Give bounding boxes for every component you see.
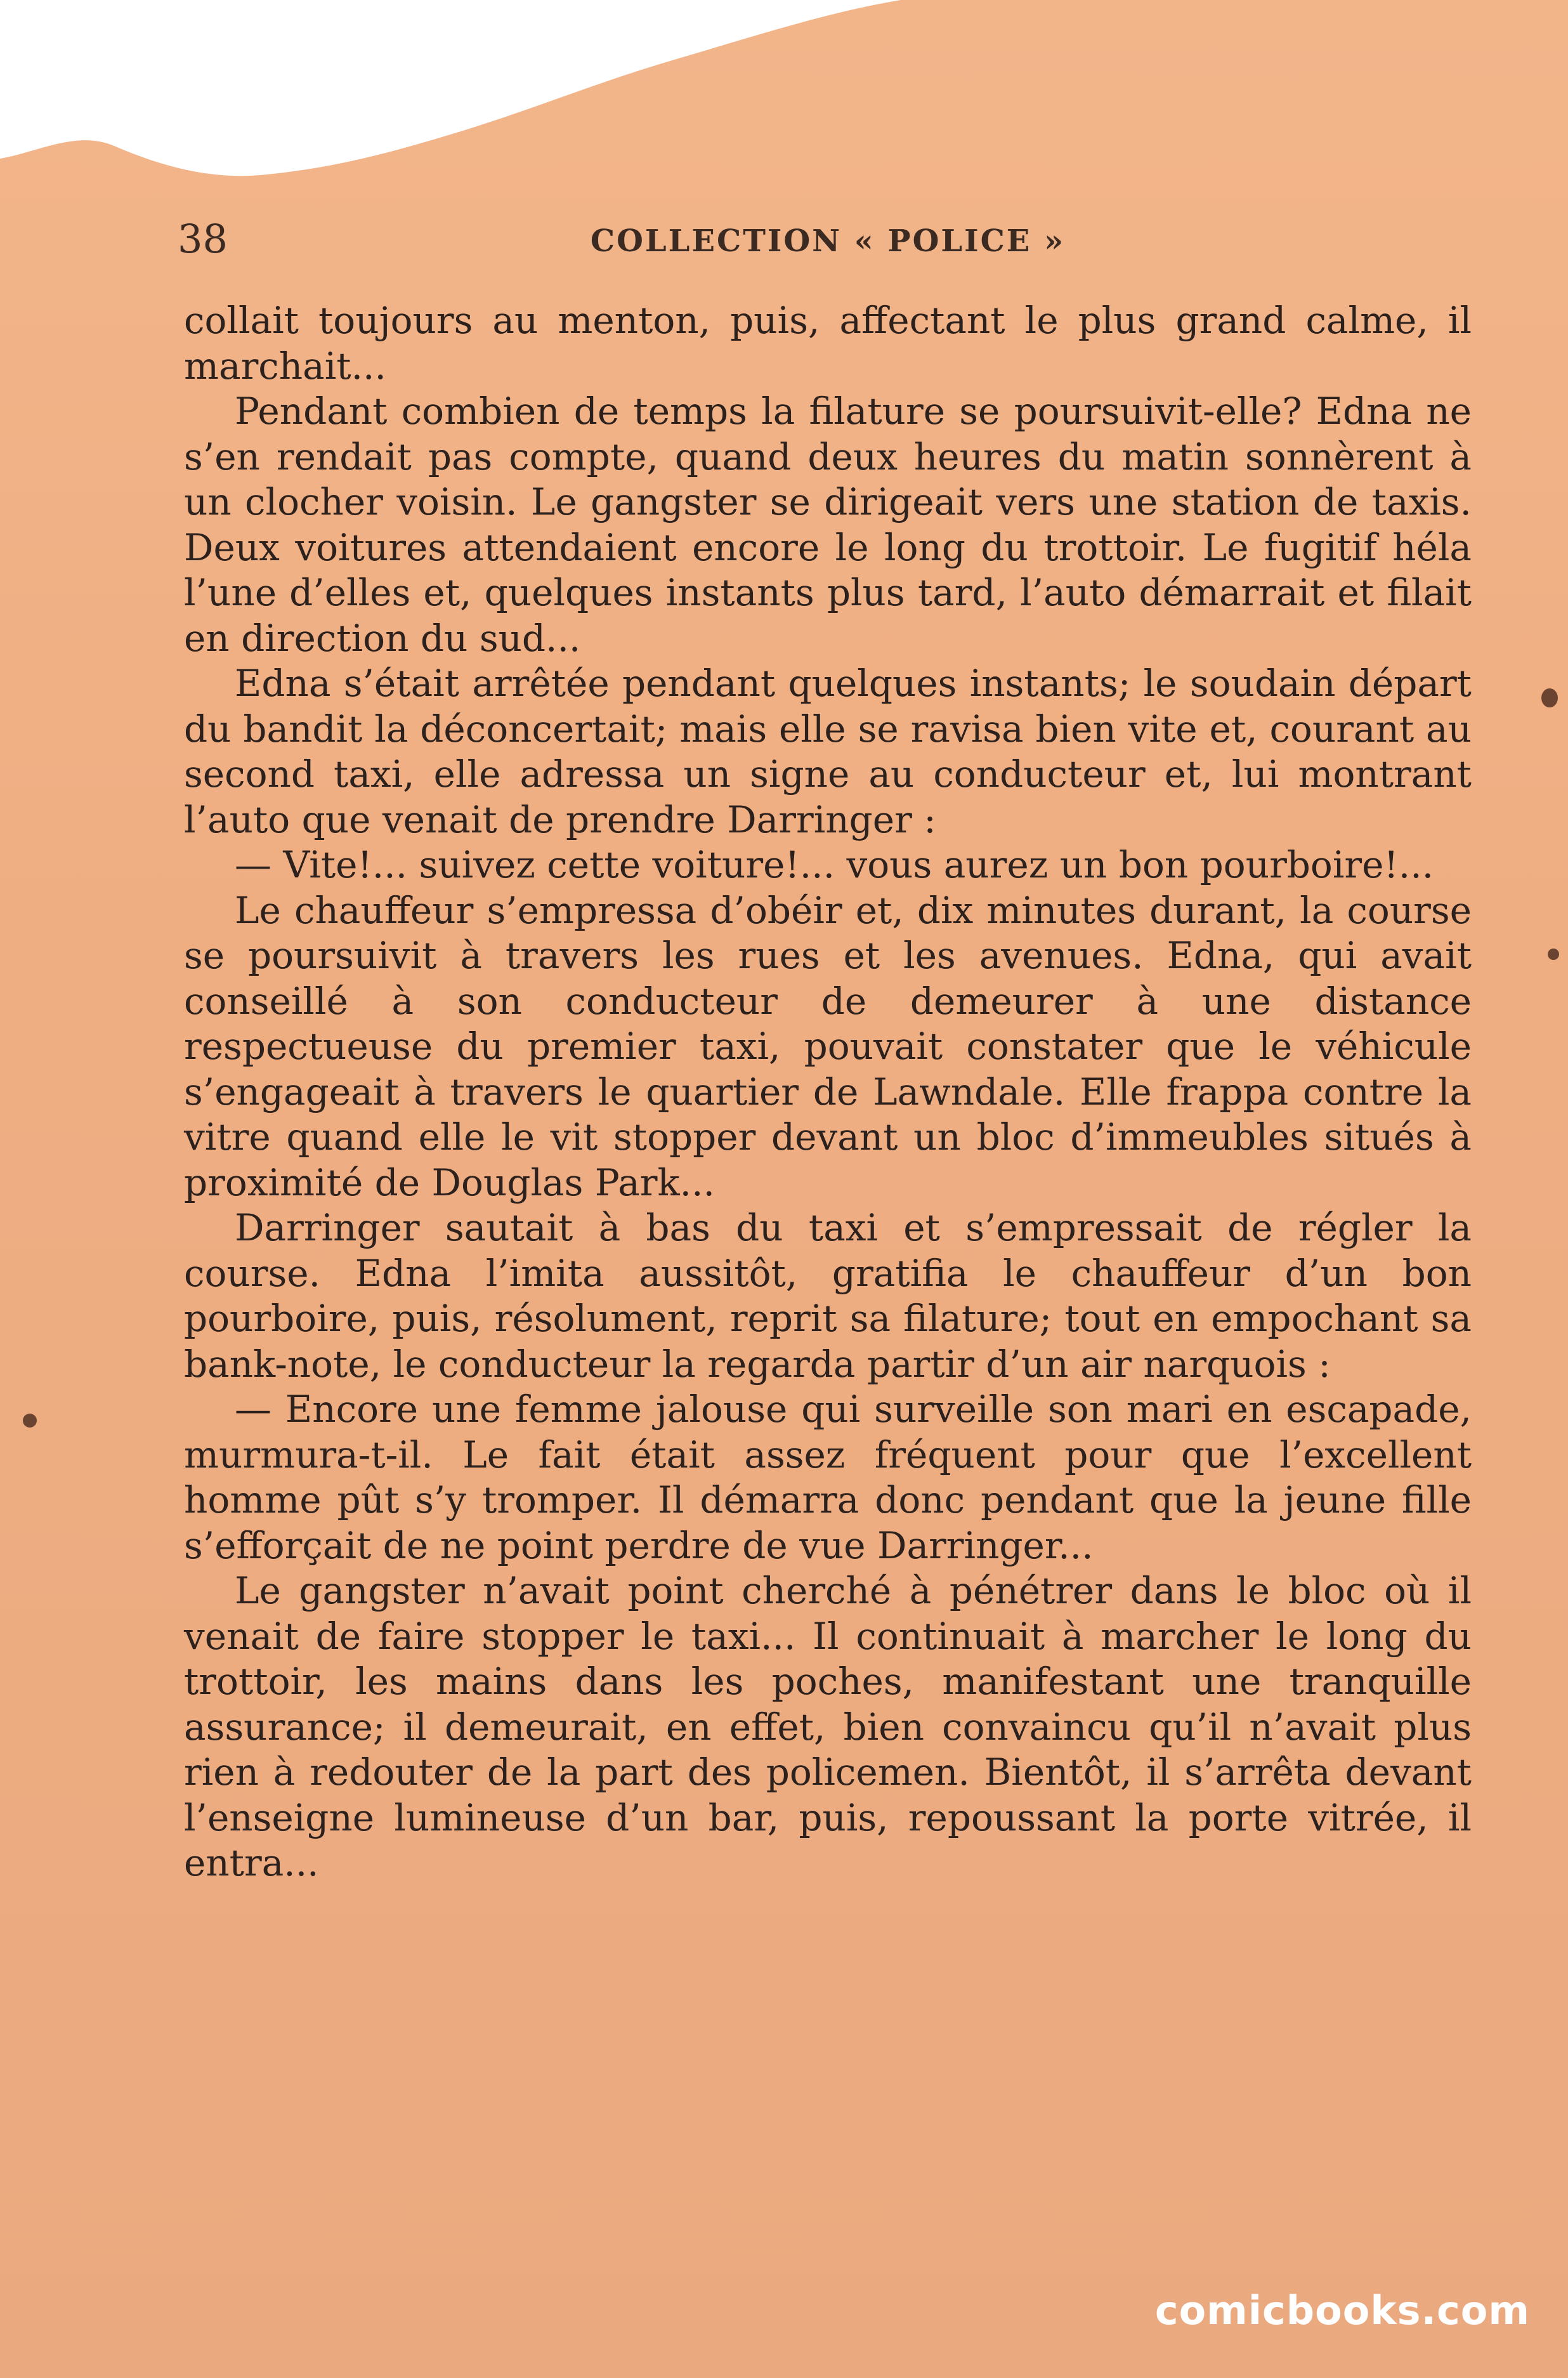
ink-spot [1541,688,1558,707]
paragraph: Le chauffeur s’empressa d’obéir et, dix minutes durant, la course se poursuivit à travers les rues et les avenues. Edna, qui avait conseillé à son conducteur de demeurer à une distance respectueuse du premier taxi, pouvait constater que le véhicule s’engageait à travers le quartier de Lawndale. Elle frappa contre la vitre quand elle le vit stopper devant un bloc d’immeubles situés à proximité de Douglas Park... [184,888,1472,1204]
ink-spot [23,1414,37,1428]
paragraph: — Encore une femme jalouse qui surveille son mari en escapade, murmura-t-il. Le fait était assez fréquent pour que l’excellent homme pût s’y tromper. Il démarra donc pendant que la jeune fille s’efforçait de ne point perdre de vue Darringer... [184,1388,1472,1567]
ink-spot [1548,949,1559,960]
paragraph: collait toujours au menton, puis, affectant le plus grand calme, il marchait... [184,299,1472,388]
paragraph: Pendant combien de temps la filature se poursuivit-elle? Edna ne s’en rendait pas compte, quand deux heures du matin sonnèrent à un clocher voisin. Le gangster se dirigeait vers une station de taxis. Deux voitures attendaient encore le long du trottoir. Le fugitif héla l’une d’elles et, quelques instants plus tard, l’auto démarrait et filait en direction du sud... [184,390,1472,660]
paragraph: Darringer sautait à bas du taxi et s’empressait de régler la course. Edna l’imita aussitôt, gratifia le chauffeur d’un bon pourboire, puis, résolument, reprit sa filature; tout en empochant sa bank-note, le conducteur la regarda partir d’un air narquois : [184,1206,1472,1386]
paragraph: — Vite!... suivez cette voiture!... vous aurez un bon pourboire!... [235,843,1434,886]
paragraph: Le gangster n’avait point cherché à pénétrer dans le bloc où il venait de faire stopper le taxi... Il continuait à marcher le long du trottoir, les mains dans les poches, manifestant une tranquille assurance; il demeurait, en effet, bien convaincu qu’il n’avait plus rien à redouter de la part des policemen. Bientôt, il s’arrêta devant l’enseigne lumineuse d’un bar, puis, repoussant la porte vitrée, il entra... [184,1569,1472,1884]
body-text [184,298,1472,1886]
page-header [178,216,1478,273]
watermark: comicbooks.com [1154,2287,1530,2334]
paragraph: Edna s’était arrêtée pendant quelques instants; le soudain départ du bandit la déconcertait; mais elle se ravisa bien vite et, courant au second taxi, elle adressa un signe au conducteur et, lui montrant l’auto que venait de prendre Darringer : [184,662,1472,841]
page-number: 38 [178,216,228,262]
running-head: COLLECTION « POLICE » [590,223,1066,259]
